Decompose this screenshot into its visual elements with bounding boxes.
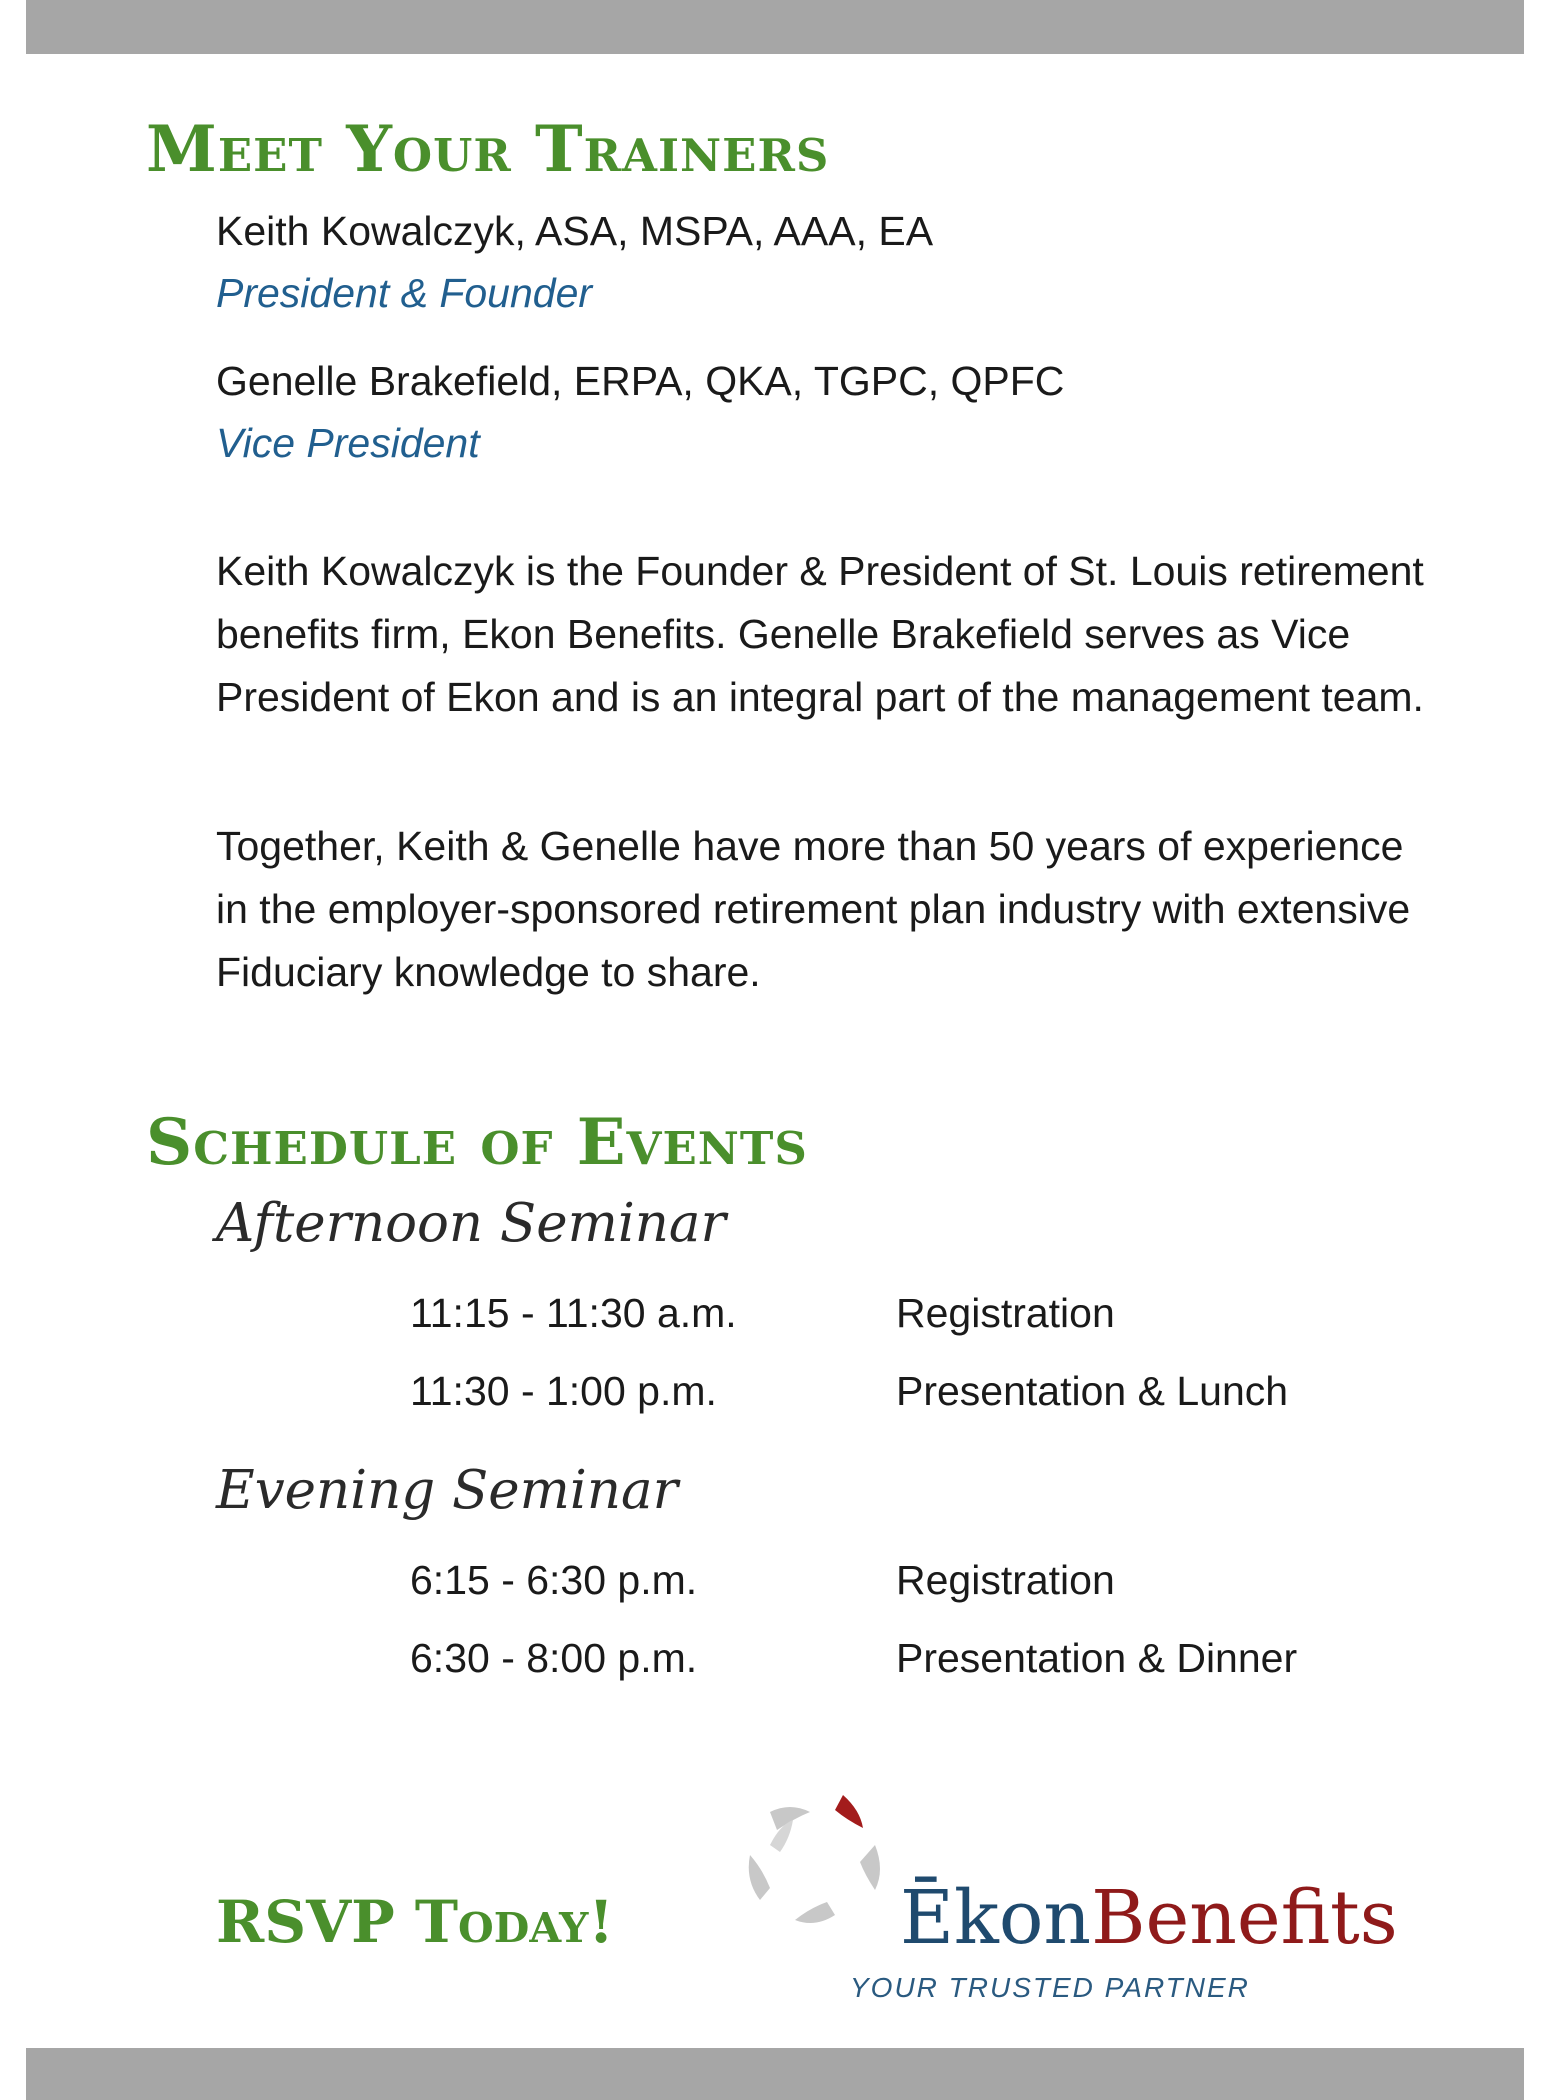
schedule-time: 11:30 - 1:00 p.m. — [410, 1368, 717, 1414]
logo-tagline: YOUR TRUSTED PARTNER — [850, 1972, 1250, 2003]
trainer-1-name: Keith Kowalczyk, ASA, MSPA, AAA, EA — [216, 208, 934, 254]
ekon-benefits-logo — [735, 1790, 1398, 2015]
trainer-1-title: President & Founder — [216, 270, 593, 316]
trainer-2-title: Vice President — [216, 420, 480, 466]
afternoon-seminar-title: Afternoon Seminar — [216, 1193, 726, 1254]
logo-ekon-text: Ēkon — [900, 1875, 1092, 1961]
bio-paragraph-1: Keith Kowalczyk is the Founder & President of St. Louis retirement benefits firm, Ekon Benefits. Genelle Brakefield serves as Vice President of Ekon and is an integral part of the management team. — [216, 548, 1424, 720]
trainer-2-name: Genelle Brakefield, ERPA, QKA, TGPC, QPFC — [216, 358, 1065, 404]
schedule-row — [410, 1635, 1410, 1685]
schedule-row — [410, 1368, 1410, 1418]
schedule-event: Presentation & Lunch — [896, 1368, 1289, 1414]
schedule-event: Registration — [896, 1557, 1115, 1603]
schedule-event: Registration — [896, 1290, 1115, 1336]
schedule-time: 6:30 - 8:00 p.m. — [410, 1635, 698, 1681]
rsvp-callout: RSVP Today! — [216, 1888, 614, 1956]
logo-wordmark — [900, 1875, 1398, 1961]
schedule-event: Presentation & Dinner — [896, 1635, 1298, 1681]
schedule-row — [410, 1557, 1410, 1607]
top-bar — [26, 0, 1524, 54]
logo-swirl-icon — [735, 1790, 915, 1950]
schedule-time: 6:15 - 6:30 p.m. — [410, 1557, 698, 1603]
meet-trainers-heading: Meet Your Trainers — [146, 112, 830, 187]
schedule-time: 11:15 - 11:30 a.m. — [410, 1290, 737, 1336]
bio-paragraph-2: Together, Keith & Genelle have more than 50 years of experience in the employer-sponsored retirement plan industry with extensive Fiduciary knowledge to share. — [216, 823, 1411, 995]
schedule-row — [410, 1290, 1410, 1340]
logo-benefits-text: Benefits — [1091, 1875, 1398, 1961]
evening-seminar-title: Evening Seminar — [216, 1460, 678, 1521]
bottom-bar — [26, 2048, 1524, 2100]
schedule-heading: Schedule of Events — [146, 1105, 808, 1180]
